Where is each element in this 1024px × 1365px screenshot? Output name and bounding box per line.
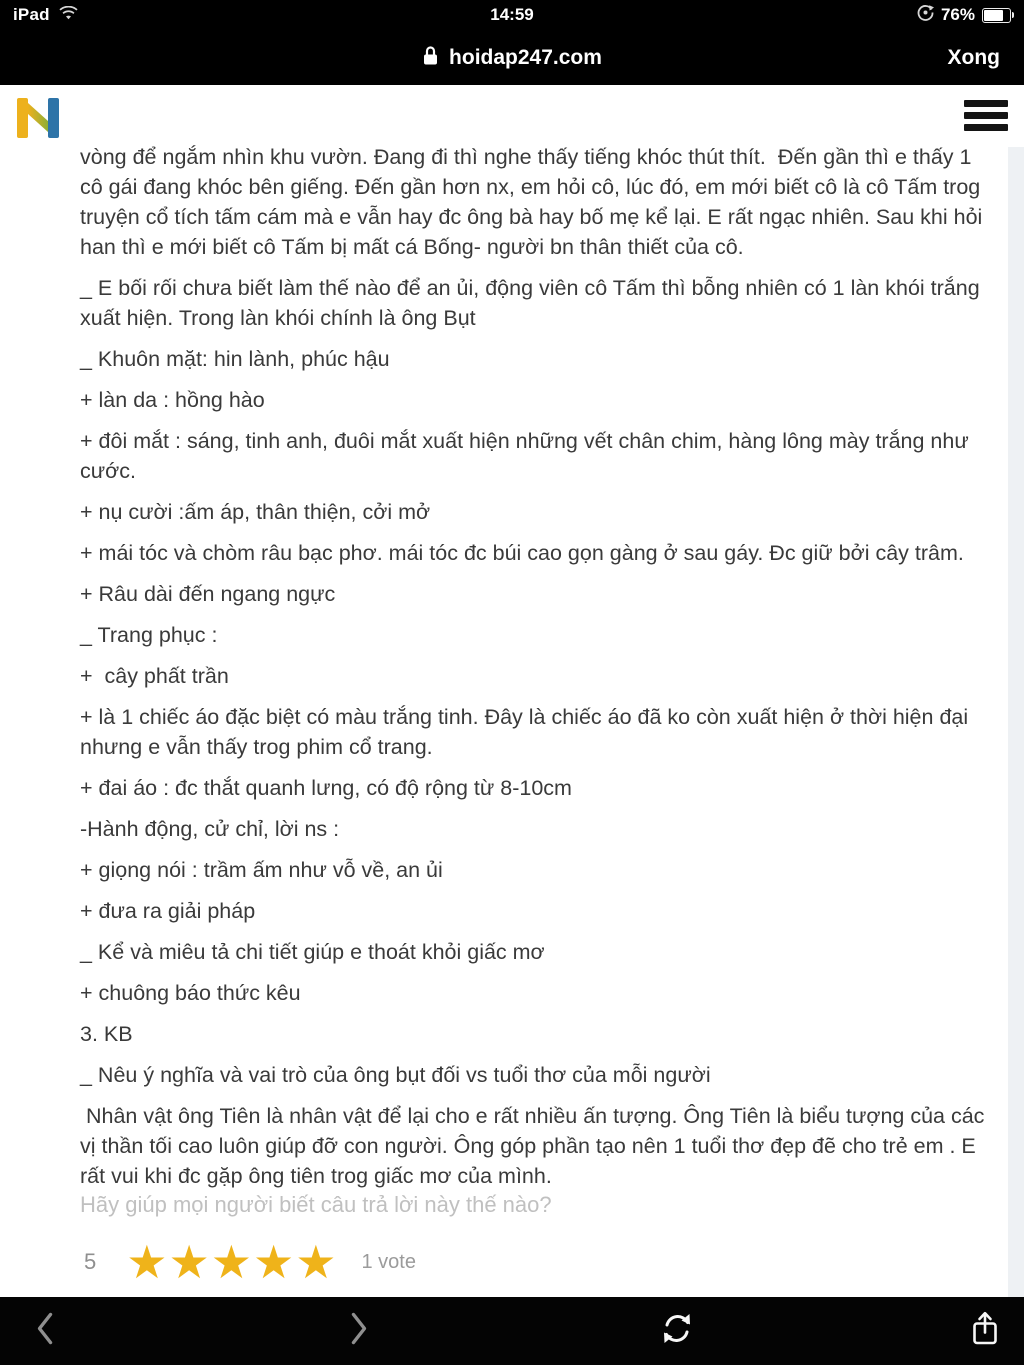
answer-paragraph: + cây phất trần	[80, 664, 229, 688]
vote-count: 1 vote	[361, 1250, 416, 1273]
back-button[interactable]	[34, 1311, 56, 1352]
answer-paragraph: + đưa ra giải pháp	[80, 899, 256, 923]
bottom-toolbar	[0, 1297, 1024, 1365]
done-button[interactable]: Xong	[947, 45, 1000, 69]
rating-row	[84, 1236, 416, 1288]
answer-paragraph: + làn da : hồng hào	[80, 388, 265, 412]
address-field[interactable]	[0, 30, 1024, 85]
site-url: hoidap247.com	[449, 45, 602, 69]
star-icon[interactable]: ★	[168, 1235, 211, 1289]
clock: 14:59	[490, 5, 534, 24]
battery-fill	[984, 10, 1003, 21]
answer-paragraph: _ Nêu ý nghĩa và vai trò của ông bụt đối vs tuổi thơ của mỗi người	[80, 1063, 711, 1087]
lock-icon	[422, 45, 439, 71]
device-label: iPad	[13, 5, 50, 24]
rating-prompt: Hãy giúp mọi người biết câu trả lời này thế nào?	[80, 1192, 552, 1217]
answer-paragraph: + Râu dài đến ngang ngực	[80, 582, 336, 606]
share-icon[interactable]	[971, 1310, 999, 1352]
battery-percent: 76%	[940, 5, 975, 24]
status-bar	[0, 0, 1024, 30]
answer-paragraph: _ Trang phục :	[80, 623, 218, 647]
battery-icon	[982, 8, 1011, 23]
answer-paragraph: + đai áo : đc thắt quanh lưng, có độ rộng từ 8-10cm	[80, 776, 572, 800]
answer-paragraph: vòng để ngắm nhìn khu vườn. Đang đi thì nghe thấy tiếng khóc thút thít. Đến gần thì e thấy 1 cô gái đang khóc bên giếng. Đến gần hơn nx, em hỏi cô, lúc đó, em mới biết cô là cô Tấm trog truyện cổ tích tấm cám mà e vẫn hay đc ông bà hay bố mẹ kể lại. E rất ngạc nhiên. Sau khi hỏi han thì e mới biết cô Tấm bị mất cá Bống- người bn thân thiết của cô.	[80, 145, 989, 259]
rotation-lock-icon	[917, 4, 934, 26]
answer-paragraph: + nụ cười :ấm áp, thân thiện, cởi mở	[80, 500, 431, 524]
star-rating[interactable]	[126, 1235, 338, 1289]
answer-paragraph: _ Khuôn mặt: hin lành, phúc hậu	[80, 347, 390, 371]
answer-paragraph: + chuông báo thức kêu	[80, 981, 301, 1005]
answer-paragraph: + mái tóc và chòm râu bạc phơ. mái tóc đc búi cao gọn gàng ở sau gáy. Đc giữ bởi cây trâm.	[80, 541, 964, 565]
answer-paragraph: _ Kể và miêu tả chi tiết giúp e thoát khỏi giấc mơ	[80, 940, 545, 964]
answer-paragraph: + là 1 chiếc áo đặc biệt có màu trắng tinh. Đây là chiếc áo đã ko còn xuất hiện ở thời hiện đại nhưng e vẫn thấy trog phim cổ trang.	[80, 705, 975, 759]
star-icon[interactable]: ★	[210, 1235, 253, 1289]
answer-paragraph: -Hành động, cử chỉ, lời ns :	[80, 817, 340, 841]
browser-toolbar	[0, 30, 1024, 85]
hoidap247-logo[interactable]	[14, 94, 62, 147]
answer-paragraph: + giọng nói : trầm ấm như vỗ về, an ủi	[80, 858, 443, 882]
forward-button[interactable]	[348, 1311, 370, 1352]
answer-text	[80, 142, 996, 1202]
answer-paragraph: + đôi mắt : sáng, tinh anh, đuôi mắt xuất hiện những vết chân chim, hàng lông mày trắng như cước.	[80, 429, 975, 483]
scrollbar[interactable]	[1008, 147, 1024, 1297]
answer-paragraph: _ E bối rối chưa biết làm thế nào để an ủi, động viên cô Tấm thì bỗng nhiên có 1 làn khói trắng xuất hiện. Trong làn khói chính là ông Bụt	[80, 276, 986, 330]
answer-paragraph: Nhân vật ông Tiên là nhân vật để lại cho e rất nhiều ấn tượng. Ông Tiên là biểu tượng của các vị thần tối cao luôn giúp đỡ con người. Ông góp phần tạo nên 1 tuổi thơ đẹp đẽ cho trẻ em . E rất vui khi đc gặp ông tiên trog giấc mơ của mình.	[80, 1104, 991, 1188]
refresh-icon[interactable]	[660, 1312, 694, 1351]
answer-paragraph: 3. KB	[80, 1022, 133, 1046]
rating-score: 5	[84, 1249, 97, 1274]
menu-icon[interactable]	[964, 100, 1008, 136]
star-icon[interactable]: ★	[253, 1235, 296, 1289]
star-icon[interactable]: ★	[126, 1235, 169, 1289]
star-icon[interactable]: ★	[295, 1235, 338, 1289]
